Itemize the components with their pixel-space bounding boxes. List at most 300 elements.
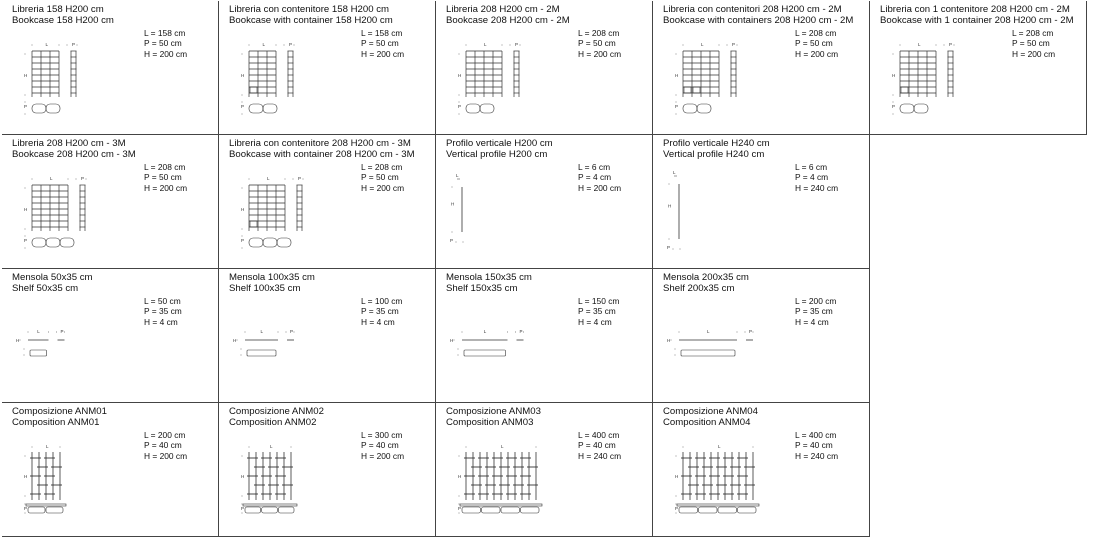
dimension-label-l: L (267, 176, 270, 181)
dimension-label-h: H (667, 338, 671, 343)
dimension-h: H = 240 cm (795, 450, 839, 461)
dimension-dot (673, 249, 674, 250)
product-card (653, 403, 870, 537)
plan-view-tub (900, 104, 914, 113)
dimension-p: P = 35 cm (795, 306, 833, 317)
composition-tub (738, 507, 757, 513)
dimension-label-l: L (46, 444, 49, 449)
dimension-l: L = 300 cm (361, 430, 403, 440)
product-dimensions (578, 28, 621, 59)
technical-drawing (219, 269, 359, 401)
product-card (2, 1, 219, 135)
technical-drawing (436, 403, 576, 535)
dimension-dot (737, 45, 738, 46)
dimension-label-p: P (519, 329, 523, 334)
technical-drawing (2, 403, 142, 535)
product-card (653, 269, 870, 403)
plan-view-tub (46, 104, 60, 113)
dimension-label-l: L (262, 42, 266, 47)
container-box (250, 87, 257, 93)
dimension-dot (25, 236, 26, 237)
dimension-dot (25, 248, 26, 249)
dimension-dot (24, 355, 25, 356)
dimension-h: H = 200 cm (1012, 48, 1056, 59)
dimension-p: P = 35 cm (361, 306, 399, 317)
dimension-dot (249, 45, 250, 46)
dimension-dot (25, 456, 26, 457)
composition-tub (679, 507, 698, 513)
dimension-label-p: P (458, 506, 462, 511)
dimension-l: L = 200 cm (795, 296, 837, 306)
product-card (653, 135, 870, 269)
shelf-plan-view (247, 350, 276, 356)
dimension-dot (459, 496, 460, 497)
dimension-l: L = 208 cm (144, 162, 186, 172)
dimension-l: L = 208 cm (1012, 28, 1054, 38)
product-dimensions (578, 296, 619, 327)
dimension-l: L = 200 cm (144, 430, 186, 440)
dimension-dot (25, 54, 26, 55)
product-dimensions (578, 162, 621, 193)
product-name-english: Bookcase 158 H200 cm (12, 14, 114, 26)
product-name-english: Bookcase with container 208 H200 cm - 3M (229, 148, 415, 160)
dimension-dot (291, 447, 292, 448)
plan-view-tub (263, 104, 277, 113)
dimension-label-p: P (241, 238, 245, 243)
dimension-dot (893, 102, 894, 103)
dimension-dot (676, 114, 677, 115)
dimension-h: H = 4 cm (361, 316, 395, 327)
dimension-dot (727, 45, 728, 46)
dimension-label-p: P (298, 176, 302, 181)
dimension-label-p: P (458, 104, 462, 109)
composition-tub (245, 507, 261, 513)
product-dimensions (361, 28, 404, 59)
shelf-plan-view (681, 350, 735, 356)
dimension-l: L = 208 cm (578, 28, 620, 38)
dimension-label-h: H (675, 73, 679, 78)
product-name-italian: Composizione ANM02 (229, 406, 324, 417)
dimension-p: P = 50 cm (144, 172, 182, 183)
dimension-p: P = 40 cm (361, 440, 399, 451)
plan-view-tub (46, 238, 60, 247)
dimension-dot (64, 332, 65, 333)
dimension-label-p: P (60, 329, 64, 334)
dimension-dot (679, 332, 680, 333)
product-name-english: Bookcase with containers 208 H200 cm - 2M (663, 14, 854, 26)
dimension-dot (954, 45, 955, 46)
technical-drawing (436, 135, 576, 267)
product-name-english: Shelf 50x35 cm (12, 282, 79, 294)
container-box (693, 87, 700, 93)
dimension-h: H = 200 cm (578, 48, 622, 59)
dimension-label-p: P (675, 506, 679, 511)
dimension-dot (249, 179, 250, 180)
plan-view-tub (263, 238, 277, 247)
product-name-italian: Composizione ANM01 (12, 406, 107, 417)
dimension-dot (48, 332, 49, 333)
dimension-label-l: L (483, 329, 487, 334)
dimension-p: P = 50 cm (578, 38, 616, 49)
dimension-p: P = 4 cm (578, 172, 612, 183)
product-name-english: Bookcase 208 H200 cm - 3M (12, 148, 136, 160)
plan-view-tub (914, 104, 928, 113)
technical-drawing (2, 269, 142, 401)
dimension-p: P = 50 cm (361, 38, 399, 49)
dimension-label-h: H (24, 207, 28, 212)
dimension-label-l: L (484, 42, 487, 47)
product-name-italian: Composizione ANM04 (663, 406, 758, 417)
dimension-dot (753, 447, 754, 448)
dimension-dot (669, 184, 670, 185)
dimension-dot (68, 179, 69, 180)
dimension-label-l: L (707, 329, 710, 334)
dimension-h: H = 200 cm (144, 182, 188, 193)
product-dimensions (578, 430, 621, 461)
dimension-h: H = 200 cm (144, 450, 188, 461)
plan-view-tub (32, 238, 46, 247)
dimension-dot (294, 332, 295, 333)
product-dimensions (144, 430, 187, 461)
dimension-dot (520, 45, 521, 46)
dimension-label-h: H (16, 338, 20, 343)
dimension-label-h: H (668, 203, 672, 209)
dimension-label-l: L (918, 42, 921, 47)
dimension-dot (459, 114, 460, 115)
product-name-english: Bookcase 208 H200 cm - 2M (446, 14, 570, 26)
dimension-label-l: L (50, 176, 53, 181)
dimension-h: H = 200 cm (144, 48, 188, 59)
dimension-p: P = 35 cm (144, 306, 182, 317)
product-card (2, 403, 219, 537)
technical-drawing (436, 269, 576, 401)
dimension-dot (293, 179, 294, 180)
dimension-dot (462, 332, 463, 333)
composition-base (677, 504, 759, 506)
dimension-label-p: P (24, 506, 28, 511)
dimension-dot (242, 229, 243, 230)
dimension-l: L = 6 cm (795, 162, 828, 172)
dimension-h: H = 200 cm (578, 182, 622, 193)
technical-drawing (653, 135, 793, 267)
dimension-l: L = 400 cm (578, 430, 620, 440)
composition-tub (46, 507, 63, 513)
dimension-label-h: H (458, 73, 462, 78)
dimension-label-p: P (241, 104, 245, 109)
dimension-dot (67, 45, 68, 46)
dimension-l: L = 158 cm (144, 28, 186, 38)
dimension-label-p: P (732, 42, 736, 47)
dimension-dot (242, 456, 243, 457)
technical-drawing (2, 1, 142, 133)
dimension-label-p: P (749, 329, 753, 334)
dimension-dot (523, 332, 524, 333)
composition-tub (28, 507, 45, 513)
dimension-l: L = 208 cm (795, 28, 837, 38)
dimension-dot (56, 332, 57, 333)
dimension-dot (77, 45, 78, 46)
dimension-label-h: H (241, 474, 245, 479)
dimension-dot (303, 179, 304, 180)
dimension-p: P = 50 cm (1012, 38, 1050, 49)
dimension-dot (719, 45, 720, 46)
dimension-dot (59, 45, 60, 46)
dimension-dot (32, 447, 33, 448)
plan-view-tub (466, 104, 480, 113)
composition-base (26, 504, 66, 506)
dimension-label-h: H (451, 201, 455, 207)
dimension-dot (680, 249, 681, 250)
shelf-plan-view (464, 350, 506, 356)
dimension-h: H = 200 cm (361, 48, 405, 59)
dimension-p: P = 50 cm (361, 172, 399, 183)
dimension-dot (241, 349, 242, 350)
dimension-dot (753, 332, 754, 333)
dimension-label-p: P (667, 245, 671, 250)
dimension-dot (459, 102, 460, 103)
composition-base (243, 504, 297, 506)
dimension-label-l: L (718, 444, 721, 449)
dimension-dot (242, 54, 243, 55)
dimension-dot (936, 45, 937, 46)
dimension-label-p: P (81, 176, 85, 181)
dimension-dot (32, 45, 33, 46)
dimension-dot (452, 187, 453, 188)
dimension-dot (737, 332, 738, 333)
dimension-label-p: P (515, 42, 519, 47)
dimension-dot (510, 45, 511, 46)
container-box (901, 87, 908, 93)
dimension-h: H = 200 cm (795, 48, 839, 59)
dimension-dot (25, 513, 26, 514)
dimension-dot (25, 188, 26, 189)
dimension-dot (242, 95, 243, 96)
plan-view-tub (249, 238, 263, 247)
dimension-l: L = 400 cm (795, 430, 837, 440)
dimension-dot (459, 95, 460, 96)
dimension-label-l: L (456, 173, 459, 178)
dimension-dot (25, 95, 26, 96)
dimension-dot (536, 447, 537, 448)
technical-drawing (653, 403, 793, 535)
product-name-english: Composition ANM02 (229, 416, 317, 428)
product-name-italian: Libreria 158 H200 cm (12, 4, 104, 15)
product-name-english: Vertical profile H240 cm (663, 148, 765, 160)
product-card (436, 1, 653, 135)
dimension-dot (452, 232, 453, 233)
product-name-english: Composition ANM01 (12, 416, 100, 428)
container-box (250, 221, 257, 227)
dimension-dot (515, 332, 516, 333)
product-name-english: Composition ANM03 (446, 416, 534, 428)
product-name-italian: Mensola 100x35 cm (229, 272, 315, 283)
product-name-italian: Libreria 208 H200 cm - 3M (12, 138, 126, 149)
dimension-dot (456, 242, 457, 243)
dimension-dot (242, 188, 243, 189)
dimension-dot (294, 45, 295, 46)
product-dimensions (795, 296, 836, 327)
product-name-english: Shelf 150x35 cm (446, 282, 518, 294)
product-dimensions (144, 296, 182, 327)
product-name-italian: Libreria con 1 contenitore 208 H200 cm - 2M (880, 4, 1070, 15)
product-dimensions (1012, 28, 1055, 59)
dimension-dot (28, 332, 29, 333)
technical-drawing (219, 403, 359, 535)
dimension-label-p: P (72, 42, 76, 47)
dimension-l: L = 158 cm (361, 28, 403, 38)
product-card (436, 269, 653, 403)
dimension-p: P = 50 cm (795, 38, 833, 49)
dimension-h: H = 4 cm (795, 316, 829, 327)
dimension-label-l: L (501, 444, 504, 449)
dimension-dot (20, 340, 21, 341)
dimension-dot (25, 229, 26, 230)
dimension-dot (458, 349, 459, 350)
product-dimensions (144, 162, 187, 193)
dimension-label-p: P (289, 42, 293, 47)
dimension-dot (463, 242, 464, 243)
dimension-dot (25, 102, 26, 103)
composition-base (460, 504, 542, 506)
dimension-p: P = 35 cm (578, 306, 616, 317)
dimension-label-h: H (458, 474, 462, 479)
dimension-dot (459, 504, 460, 505)
dimension-label-p: P (290, 329, 294, 334)
dimension-dot (245, 332, 246, 333)
dimension-label-h: H (241, 207, 245, 212)
dimension-p: P = 40 cm (578, 440, 616, 451)
dimension-dot (285, 179, 286, 180)
product-dimensions (361, 162, 404, 193)
product-name-italian: Mensola 50x35 cm (12, 272, 93, 283)
dimension-h: H = 200 cm (361, 182, 405, 193)
dimension-h: H = 4 cm (578, 316, 612, 327)
dimension-dot (507, 332, 508, 333)
dimension-dot (676, 504, 677, 505)
product-name-english: Vertical profile H200 cm (446, 148, 548, 160)
dimension-dot (32, 179, 33, 180)
product-card (2, 269, 219, 403)
composition-tub (482, 507, 501, 513)
dimension-label-h: H (233, 338, 237, 343)
dimension-label-p: P (675, 104, 679, 109)
product-dimensions (795, 430, 838, 461)
product-card (436, 135, 653, 269)
product-dimensions (361, 430, 404, 461)
product-name-italian: Libreria con contenitori 208 H200 cm - 2M (663, 4, 842, 15)
composition-tub (521, 507, 540, 513)
composition-tub (699, 507, 718, 513)
product-card (219, 135, 436, 269)
dimension-p: P = 50 cm (144, 38, 182, 49)
product-dimensions (795, 162, 838, 193)
dimension-dot (60, 447, 61, 448)
dimension-dot (242, 496, 243, 497)
product-card (219, 403, 436, 537)
dimension-dot (76, 179, 77, 180)
dimension-dot (86, 179, 87, 180)
dimension-dot (893, 54, 894, 55)
dimension-dot (286, 332, 287, 333)
dimension-dot (683, 45, 684, 46)
dimension-dot (671, 340, 672, 341)
dimension-dot (459, 456, 460, 457)
dimension-dot (242, 102, 243, 103)
dimension-p: P = 4 cm (795, 172, 829, 183)
dimension-dot (25, 504, 26, 505)
dimension-label-l: L (45, 42, 49, 47)
dimension-dot (676, 496, 677, 497)
composition-tub (278, 507, 294, 513)
composition-tub (501, 507, 520, 513)
shelf-plan-view (30, 350, 47, 356)
dimension-label-l: L (673, 170, 676, 175)
dimension-dot (675, 349, 676, 350)
product-name-english: Composition ANM04 (663, 416, 751, 428)
technical-drawing (653, 1, 793, 133)
product-name-english: Shelf 200x35 cm (663, 282, 735, 294)
dimension-dot (24, 349, 25, 350)
dimension-dot (893, 114, 894, 115)
composition-tub (718, 507, 737, 513)
dimension-dot (242, 513, 243, 514)
dimension-h: H = 240 cm (795, 182, 839, 193)
dimension-label-h: H (892, 73, 896, 78)
dimension-label-h: H (24, 474, 28, 479)
dimension-label-h: H (24, 73, 28, 78)
dimension-h: H = 200 cm (361, 450, 405, 461)
dimension-label-h: H (450, 338, 454, 343)
dimension-dot (237, 340, 238, 341)
product-dimensions (795, 28, 838, 59)
dimension-label-l: L (37, 329, 40, 334)
container-box (684, 87, 691, 93)
product-card (653, 1, 870, 135)
dimension-dot (676, 95, 677, 96)
dimension-label-h: H (241, 73, 245, 78)
plan-view-tub (697, 104, 711, 113)
dimension-dot (676, 54, 677, 55)
dimension-dot (242, 236, 243, 237)
product-name-italian: Libreria con contenitore 158 H200 cm (229, 4, 389, 15)
dimension-l: L = 6 cm (578, 162, 611, 172)
dimension-dot (893, 95, 894, 96)
dimension-dot (242, 248, 243, 249)
dimension-label-l: L (260, 329, 264, 334)
product-card (436, 403, 653, 537)
dimension-label-h: H (675, 474, 679, 479)
dimension-label-p: P (949, 42, 953, 47)
technical-drawing (436, 1, 576, 133)
dimension-l: L = 150 cm (578, 296, 620, 306)
composition-tub (462, 507, 481, 513)
dimension-dot (900, 45, 901, 46)
technical-drawing (653, 269, 793, 401)
product-name-english: Bookcase with 1 container 208 H200 cm - 2M (880, 14, 1074, 26)
product-dimensions (361, 296, 402, 327)
dimension-dot (241, 355, 242, 356)
product-name-italian: Mensola 200x35 cm (663, 272, 749, 283)
product-name-italian: Libreria con contenitore 208 H200 cm - 3M (229, 138, 411, 149)
dimension-dot (242, 504, 243, 505)
dimension-dot (675, 355, 676, 356)
product-name-italian: Mensola 150x35 cm (446, 272, 532, 283)
dimension-dot (669, 239, 670, 240)
dimension-label-l: L (701, 42, 704, 47)
product-name-italian: Libreria 208 H200 cm - 2M (446, 4, 560, 15)
dimension-dot (676, 456, 677, 457)
dimension-dot (944, 45, 945, 46)
